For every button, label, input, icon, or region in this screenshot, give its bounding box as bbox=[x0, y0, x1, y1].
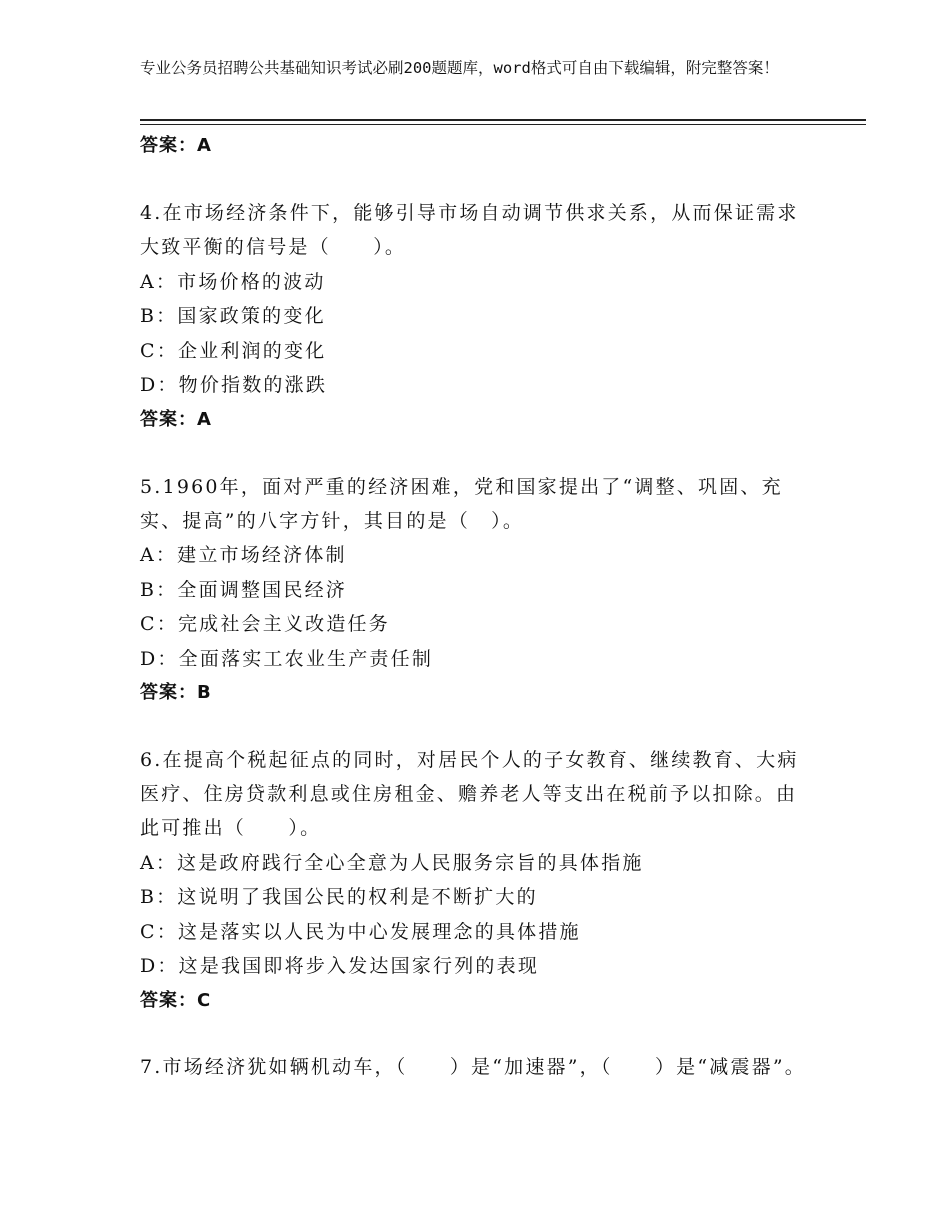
q4-option-a: A：市场价格的波动 bbox=[140, 271, 326, 293]
q5-stem: 5.1960年，面对严重的经济困难，党和国家提出了“调整、巩固、充实、提高”的八字方针，其目的是（ ）。 bbox=[140, 476, 783, 532]
q4-answer: 答案：A bbox=[140, 409, 212, 430]
q6-option-a: A：这是政府践行全心全意为人民服务宗旨的具体指施 bbox=[140, 852, 644, 874]
q6-option-b: B：这说明了我国公民的权利是不断扩大的 bbox=[140, 886, 538, 908]
q4-option-d: D：物价指数的涨跌 bbox=[140, 374, 328, 396]
q5-option-c: C：完成社会主义改造任务 bbox=[140, 613, 390, 635]
q6-answer: 答案：C bbox=[140, 990, 212, 1011]
q5-option-b: B：全面调整国民经济 bbox=[140, 579, 347, 601]
header-rule-thin bbox=[140, 124, 866, 125]
document-header: 专业公务员招聘公共基础知识考试必刷200题题库，word格式可自由下载编辑，附完整答案！ bbox=[140, 59, 779, 77]
q5-answer: 答案：B bbox=[140, 682, 212, 703]
q6-stem: 6.在提高个税起征点的同时，对居民个人的子女教育、继续教育、大病医疗、住房贷款利息或住房租金、赡养老人等支出在税前予以扣除。由此可推出（ ）。 bbox=[140, 749, 799, 839]
q6-option-d: D：这是我国即将步入发达国家行列的表现 bbox=[140, 955, 540, 977]
q4-option-c: C：企业利润的变化 bbox=[140, 340, 327, 362]
q6-option-c: C：这是落实以人民为中心发展理念的具体措施 bbox=[140, 921, 581, 943]
q3-answer: 答案：A bbox=[140, 135, 212, 156]
q5-option-a: A：建立市场经济体制 bbox=[140, 544, 347, 566]
q5-option-d: D：全面落实工农业生产责任制 bbox=[140, 648, 434, 670]
q4-option-b: B：国家政策的变化 bbox=[140, 305, 326, 327]
q4-stem: 4.在市场经济条件下，能够引导市场自动调节供求关系，从而保证需求大致平衡的信号是（ ）。 bbox=[140, 202, 799, 258]
header-rule-thick bbox=[140, 119, 866, 121]
q7-stem: 7.市场经济犹如辆机动车，（ ）是“加速器”，（ ）是“减震器”。 bbox=[140, 1056, 806, 1078]
